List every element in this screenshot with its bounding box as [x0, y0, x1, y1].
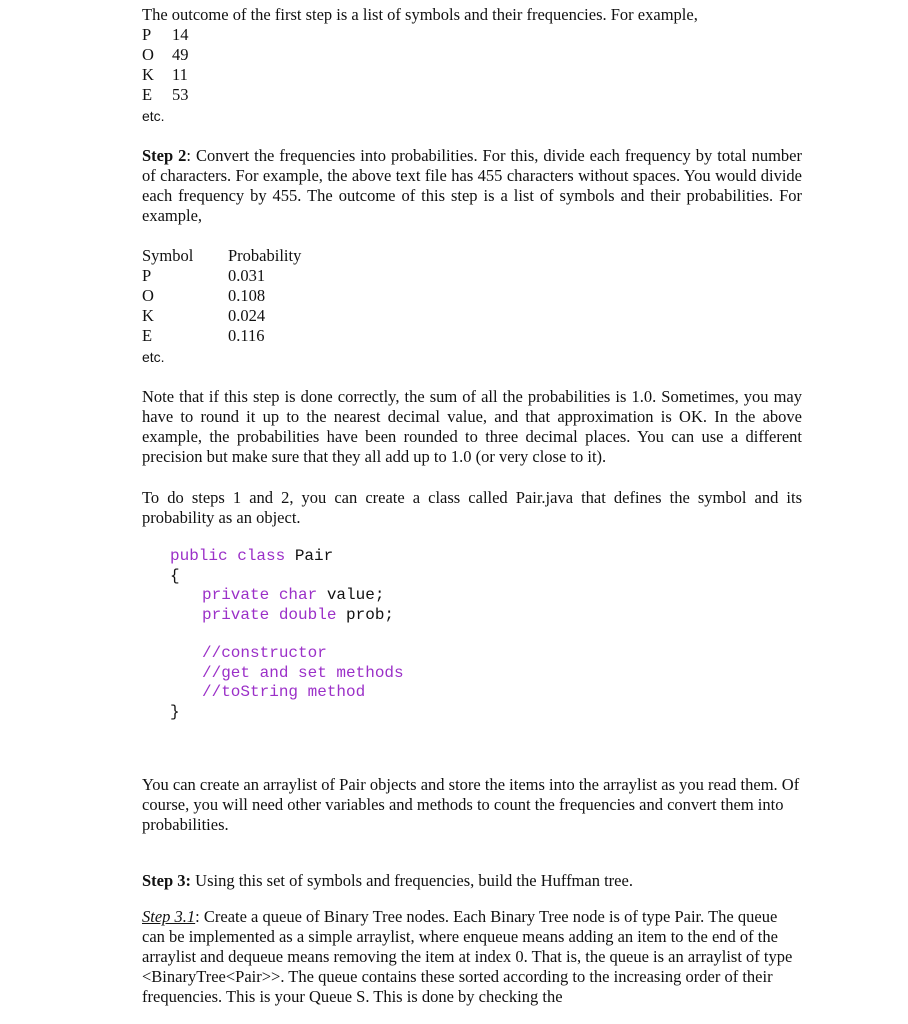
prob-symbol: P	[142, 266, 152, 285]
prob-row	[142, 286, 266, 306]
step3-text: Using this set of symbols and frequencies, build the Huffman tree.	[191, 871, 633, 890]
prob-etc: etc.	[142, 349, 165, 365]
code-keyword: public class	[170, 547, 286, 565]
prob-symbol: E	[142, 326, 153, 345]
arraylist-paragraph: You can create an arraylist of Pair objects and store the items into the arraylist as you read them. Of course, you will need other variables and methods to count the frequencies and convert them into probabilities.	[142, 775, 800, 834]
prob-value: 0.031	[228, 266, 266, 285]
code-close-brace: }	[170, 703, 180, 721]
code-comment-getset: //get and set methods	[202, 664, 404, 682]
prob-row	[142, 306, 266, 326]
prob-header-symbol: Symbol	[142, 246, 194, 265]
freq-symbol: K	[142, 65, 154, 84]
prob-value: 0.024	[228, 306, 266, 325]
step3-paragraph	[142, 871, 633, 891]
step2-paragraph	[142, 146, 802, 226]
freq-etc: etc.	[142, 108, 165, 124]
step31-text: : Create a queue of Binary Tree nodes. Each Binary Tree node is of type Pair. The queue can be implemented as a simple arraylist, where enqueue means adding an item to the end of the arraylist and dequeue means removing the item at index 0. That is, the queue is an arraylist of type <BinaryTree<Pair>>. The queue contains these sorted according to the increasing order of their frequencies. This is your Queue S. This is done by checking the	[142, 907, 793, 1006]
freq-row	[142, 45, 189, 65]
prob-symbol: K	[142, 306, 154, 325]
code-comment-tostring: //toString method	[202, 683, 366, 701]
freq-symbol: O	[142, 45, 154, 64]
freq-value: 49	[172, 45, 189, 64]
step31-label: Step 3.1	[142, 907, 196, 926]
prob-table-header	[142, 246, 302, 266]
freq-row	[142, 65, 188, 85]
prob-header-probability: Probability	[228, 246, 302, 265]
prob-value: 0.108	[228, 286, 266, 305]
freq-symbol: E	[142, 85, 153, 104]
code-line-field-prob	[202, 606, 394, 626]
freq-value: 14	[172, 25, 189, 44]
code-comment-constructor: //constructor	[202, 644, 327, 662]
pair-intro-paragraph: To do steps 1 and 2, you can create a class called Pair.java that defines the symbol and its probability as an object.	[142, 488, 802, 527]
freq-symbol: P	[142, 25, 152, 44]
freq-row	[142, 85, 189, 105]
freq-value: 11	[172, 65, 188, 84]
code-field: prob;	[336, 606, 395, 624]
code-line-field-value	[202, 586, 384, 606]
code-class-name: Pair	[285, 547, 334, 565]
code-field: value;	[317, 586, 385, 604]
code-line-class	[170, 547, 333, 567]
code-keyword: private double	[202, 606, 337, 624]
step31-paragraph	[142, 907, 802, 1007]
intro-text: The outcome of the first step is a list of symbols and their frequencies. For example,	[142, 5, 698, 24]
prob-row	[142, 266, 266, 286]
freq-value: 53	[172, 85, 189, 104]
freq-row	[142, 25, 189, 45]
step2-text: : Convert the frequencies into probabilities. For this, divide each frequency by total number of characters. For example, the above text file has 455 characters without spaces. You would divide each frequency by 455. The outcome of this step is a list of symbols and their probabilities. For example,	[142, 146, 802, 225]
prob-row	[142, 326, 265, 346]
code-open-brace: {	[170, 567, 180, 585]
code-keyword: private char	[202, 586, 318, 604]
note-paragraph: Note that if this step is done correctly, the sum of all the probabilities is 1.0. Sometimes, you may have to round it up to the nearest decimal value, and that approximation is OK. In the above example, the probabilities have been rounded to three decimal places. You can use a different precision but make sure that they all add up to 1.0 (or very close to it).	[142, 387, 802, 466]
prob-symbol: O	[142, 286, 154, 305]
step3-label: Step 3:	[142, 871, 192, 890]
step2-label: Step 2	[142, 146, 187, 165]
prob-value: 0.116	[228, 326, 265, 345]
